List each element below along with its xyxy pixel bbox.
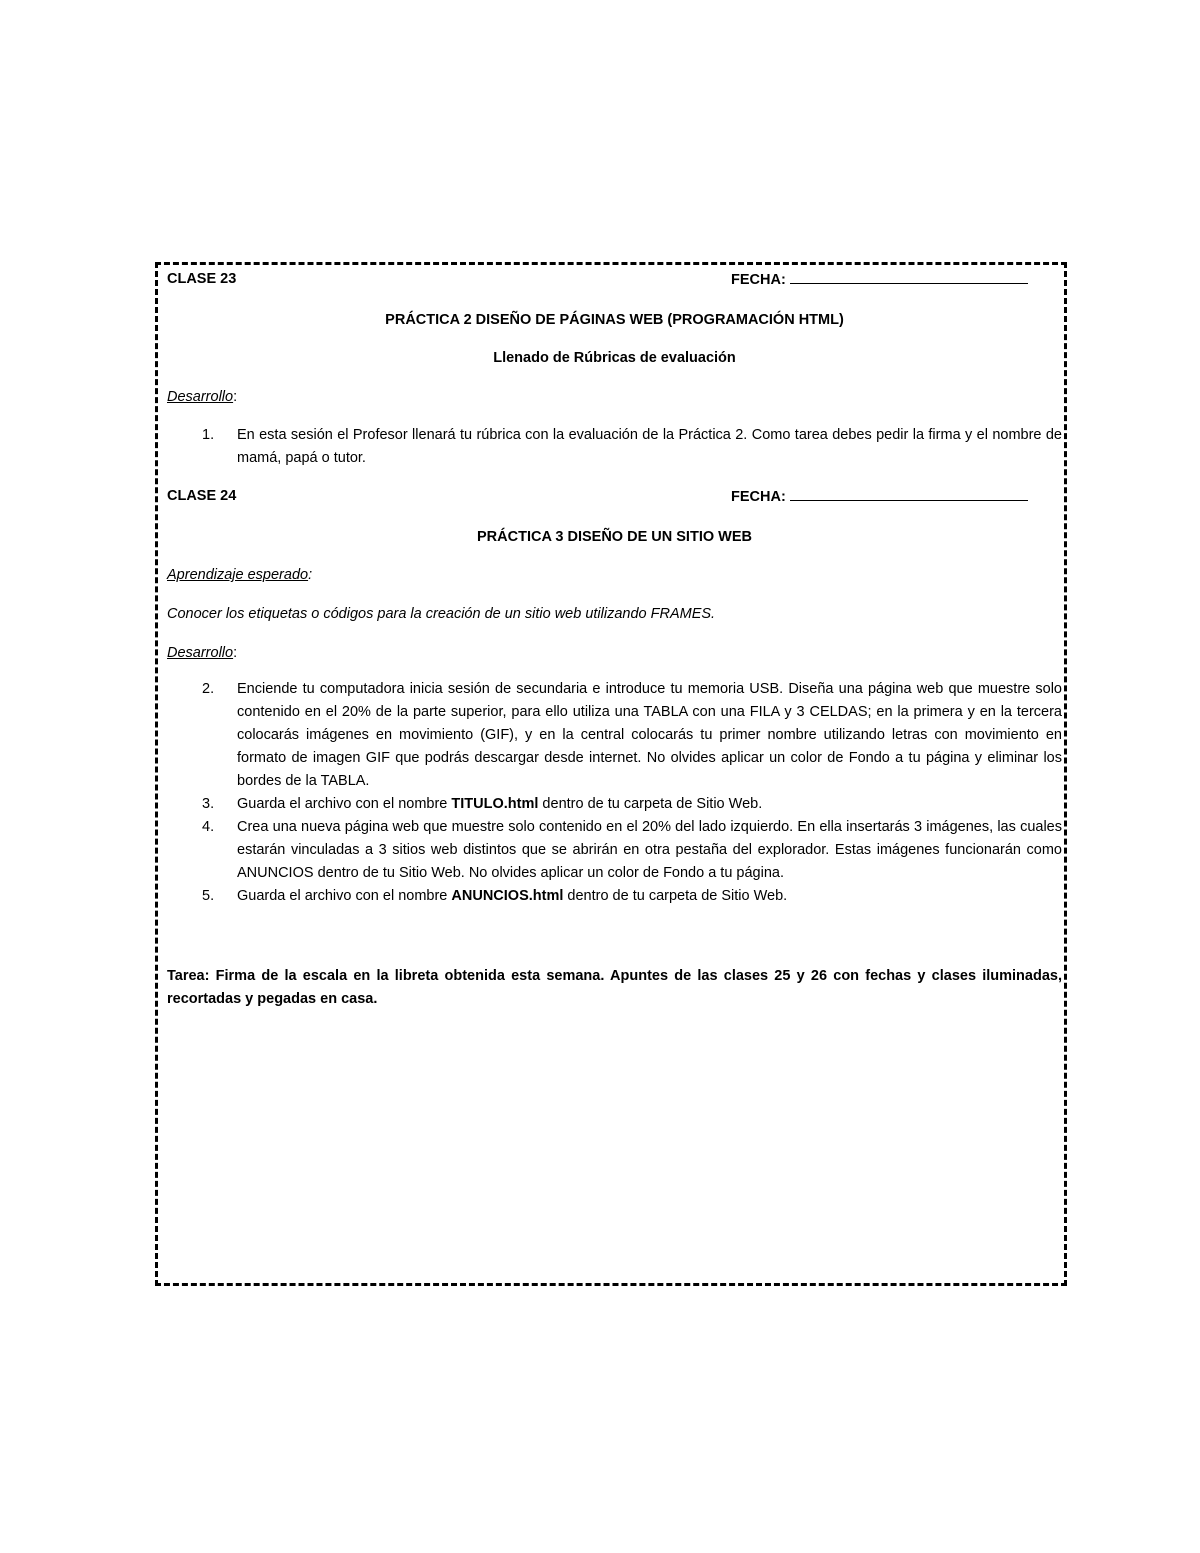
list-item-text-post: dentro de tu carpeta de Sitio Web. xyxy=(563,888,788,904)
clase23-fecha xyxy=(731,268,1028,292)
list-item xyxy=(167,678,1062,793)
clase23-label: CLASE 23 xyxy=(167,271,237,287)
list-item-text-post: dentro de tu carpeta de Sitio Web. xyxy=(538,796,763,812)
tarea-text: Tarea: Firma de la escala en la libreta obtenida esta semana. Apuntes de las clases 25 y 26 con fechas y clases iluminadas, recortadas y pegadas en casa. xyxy=(167,968,1062,1007)
clase24-aprendizaje-label: Aprendizaje esperado xyxy=(167,567,309,583)
list-item-filename: ANUNCIOS.html xyxy=(451,888,564,904)
list-item-text: Enciende tu computadora inicia sesión de secundaria e introduce tu memoria USB. Diseña una página web que muestre solo contenido en el 20% de la parte superior, para ello utiliza una TABLA con una FILA y 3 CELDAS; en la primera y en la tercera colocarás imágenes en movimiento (GIF), y en la central colocarás tu primer nombre utilizando letras con movimiento en formato de imagen GIF que podrás descargar desde internet. No olvides aplicar un color de Fondo a tu página y eliminar los bordes de la TABLA. xyxy=(237,681,1062,789)
clase24-desarrollo-label: Desarrollo xyxy=(167,645,234,661)
list-item xyxy=(167,424,1062,470)
clase24-header xyxy=(167,485,1062,509)
list-item-text: Crea una nueva página web que muestre solo contenido en el 20% del lado izquierdo. En ella insertarás 3 imágenes, las cuales estarán vinculadas a 3 sitios web distintos que se abrirán en otra pestaña del explorador. Estas imágenes funcionarán como ANUNCIOS dentro de tu Sitio Web. No olvides aplicar un color de Fondo a tu página. xyxy=(237,819,1062,881)
clase24-desarrollo-heading: Desarrollo: xyxy=(167,645,238,661)
clase24-fecha xyxy=(731,485,1028,509)
list-item-text-pre: Guarda el archivo con el nombre xyxy=(237,888,452,904)
clase23-desarrollo-label: Desarrollo xyxy=(167,389,234,405)
clase24-title: PRÁCTICA 3 DISEÑO DE UN SITIO WEB xyxy=(477,529,752,545)
clase24-fecha-label: FECHA: xyxy=(731,489,786,505)
clase24-fecha-line xyxy=(790,485,1028,501)
list-item-text-pre: Guarda el archivo con el nombre xyxy=(237,796,452,812)
document-content xyxy=(167,268,1062,1011)
list-item xyxy=(167,793,1062,816)
list-item-number: 1. xyxy=(202,427,215,443)
clase23-title: PRÁCTICA 2 DISEÑO DE PÁGINAS WEB (PROGRAMACIÓN HTML) xyxy=(385,312,844,328)
list-item-number: 2. xyxy=(202,681,215,697)
list-item-text: En esta sesión el Profesor llenará tu rúbrica con la evaluación de la Práctica 2. Como tarea debes pedir la firma y el nombre de mamá, papá o tutor. xyxy=(237,427,1062,466)
list-item xyxy=(167,885,1062,908)
list-item-number: 5. xyxy=(202,888,215,904)
clase23-subtitle: Llenado de Rúbricas de evaluación xyxy=(493,350,736,366)
clase23-fecha-label: FECHA: xyxy=(731,272,786,288)
clase24-label: CLASE 24 xyxy=(167,488,237,504)
clase24-aprendizaje-heading: Aprendizaje esperado: xyxy=(167,567,313,583)
clase23-list xyxy=(167,424,1062,470)
clase23-header xyxy=(167,268,1062,292)
list-item xyxy=(167,816,1062,885)
list-item-number: 3. xyxy=(202,796,215,812)
clase23-desarrollo-heading: Desarrollo: xyxy=(167,389,238,405)
list-item-number: 4. xyxy=(202,819,215,835)
clase24-aprendizaje-text: Conocer los etiquetas o códigos para la creación de un sitio web utilizando FRAMES. xyxy=(167,606,716,622)
list-item-filename: TITULO.html xyxy=(451,796,539,812)
clase24-list xyxy=(167,678,1062,908)
clase23-fecha-line xyxy=(790,268,1028,284)
